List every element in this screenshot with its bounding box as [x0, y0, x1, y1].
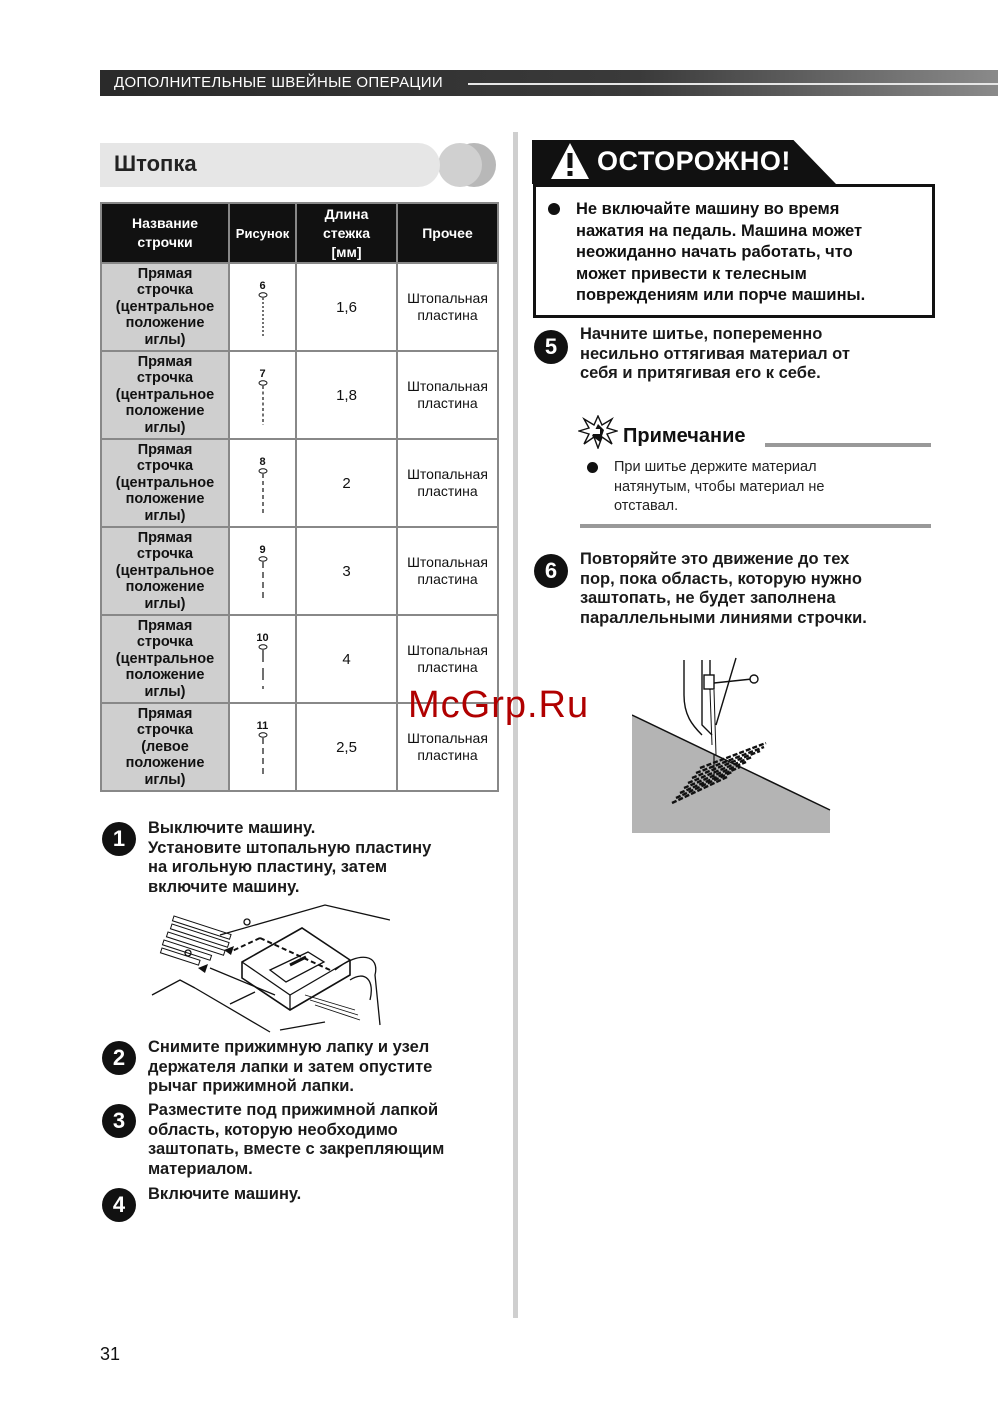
stitch-name-line: положение [125, 315, 205, 332]
stitch-name-line: положение [125, 491, 205, 508]
stitch-pattern-cell [229, 703, 296, 791]
table-row [101, 263, 498, 351]
stitch-other-line: пластина [417, 747, 478, 763]
stitch-pattern-cell [229, 615, 296, 703]
header-name [101, 203, 229, 263]
stitch-name-line: Прямая [137, 441, 193, 458]
step-line: заштопать, не будет заполнена [580, 589, 836, 607]
stitch-length-cell: 1,6 [296, 263, 397, 351]
note-bullet [587, 462, 598, 473]
stitch-pattern-cell [229, 351, 296, 439]
stitch-name-cell [101, 439, 229, 527]
stitch-name-line: положение [125, 755, 205, 772]
section-title: Штопка [114, 151, 197, 176]
stitch-other-line: Штопальная [407, 554, 488, 570]
stitch-name-cell [101, 351, 229, 439]
stitch-other-line: Штопальная [407, 466, 488, 482]
stitch-pattern [256, 633, 270, 690]
stitch-other-line: Штопальная [407, 378, 488, 394]
stitch-other-cell [397, 527, 498, 615]
stitch-pattern-number: 8 [259, 456, 266, 468]
title-decoration [438, 143, 482, 187]
header-pattern-label: Рисунок [235, 225, 290, 241]
stitch-name-cell [101, 263, 229, 351]
step-line: Разместите под прижимной лапкой [148, 1101, 439, 1119]
stitch-name-line: строчка [136, 282, 194, 299]
darning-plate-illustration [150, 900, 390, 1035]
step-2-text [148, 1038, 498, 1097]
stitch-name-cell [101, 527, 229, 615]
step-line: материалом. [148, 1159, 253, 1178]
stitch-name-line: Прямая [137, 265, 193, 282]
stitch-length-cell: 2,5 [296, 703, 397, 791]
stitch-name-line: строчка [136, 546, 194, 563]
stitch-name-cell [101, 703, 229, 791]
stitch-glyph-icon [256, 468, 270, 514]
stitch-name-line: (левое [141, 738, 189, 755]
stitch-name-line: положение [125, 667, 205, 684]
step-line: Снимите прижимную лапку и узел [148, 1038, 430, 1056]
step-line: держателя лапки и затем опустите [148, 1057, 433, 1076]
stitch-other-line: пластина [417, 395, 478, 411]
header-other-label: Прочее [422, 224, 473, 241]
header-length-line: стежка [323, 224, 370, 241]
step-number-3: 3 [102, 1104, 136, 1138]
header-other [397, 203, 498, 263]
header-length-line: [мм] [331, 243, 362, 260]
stitch-name-line: иглы) [144, 595, 186, 612]
stitch-name-line: строчка [136, 458, 194, 475]
stitch-pattern-number: 7 [259, 368, 266, 380]
stitch-other-line: Штопальная [407, 290, 488, 306]
stitch-name-cell [101, 615, 229, 703]
step-number-6: 6 [534, 554, 568, 588]
step-3-text [148, 1101, 498, 1179]
stitch-name-line: (центральное [115, 474, 215, 491]
stitch-pattern [256, 545, 270, 602]
header-name-line: Название [131, 215, 199, 231]
stitch-name-line: (центральное [115, 298, 215, 315]
stitch-length-cell: 2 [296, 439, 397, 527]
stitch-name-line: иглы) [144, 507, 186, 524]
stitch-glyph-icon [256, 292, 270, 338]
stitch-other-line: Штопальная [407, 730, 488, 746]
page-number: 31 [100, 1344, 121, 1364]
stitch-name-line: положение [125, 403, 205, 420]
stitch-other-line: пластина [417, 659, 478, 675]
stitch-name-line: иглы) [144, 771, 186, 788]
stitch-pattern-number: 9 [259, 544, 266, 556]
step-number-5: 5 [534, 330, 568, 364]
step-line: заштопать, вместе с закрепляющим [148, 1140, 445, 1158]
caution-title: ОСТОРОЖНО! [597, 146, 791, 176]
stitch-glyph-icon [256, 380, 270, 426]
step-5-text [580, 325, 930, 384]
note-line: отставал. [614, 498, 679, 514]
stitch-pattern-cell [229, 263, 296, 351]
table-row [101, 351, 498, 439]
caution-line: повреждениям или порче машины. [576, 286, 866, 304]
stitch-glyph-icon [256, 644, 270, 690]
caution-line: может привести к телесным [576, 264, 807, 283]
stitch-other-cell [397, 439, 498, 527]
darning-illustration [632, 655, 832, 833]
stitch-pattern-number: 10 [256, 632, 269, 644]
stitch-pattern [256, 369, 270, 426]
note-title: Примечание [623, 425, 746, 447]
step-line: Начните шитье, попеременно [580, 325, 823, 343]
stitch-name-line: Прямая [137, 529, 193, 546]
step-line: Выключите машину. [148, 819, 316, 837]
stitch-name-line: (центральное [115, 650, 215, 667]
chapter-header: ДОПОЛНИТЕЛЬНЫЕ ШВЕЙНЫЕ ОПЕРАЦИИ [114, 74, 443, 91]
caution-line: неожиданно начать работать, что [576, 243, 853, 261]
warning-triangle-icon [549, 141, 591, 181]
step-line: параллельными линиями строчки. [580, 608, 867, 627]
step-line: Повторяйте это движение до тех [580, 550, 850, 568]
stitch-pattern-cell [229, 439, 296, 527]
step-line: Установите штопальную пластину [148, 838, 432, 857]
stitch-name-line: Прямая [137, 353, 193, 370]
note-rule-bottom [580, 524, 931, 528]
stitch-name-line: строчка [136, 722, 194, 739]
stitch-length-cell: 3 [296, 527, 397, 615]
stitch-other-line: пластина [417, 571, 478, 587]
stitch-pattern-cell [229, 527, 296, 615]
step-line: несильно оттягивая материал от [580, 344, 850, 363]
table-header-row [101, 203, 498, 263]
caution-line: Не включайте машину во время [576, 200, 840, 218]
caution-line: нажатия на педаль. Машина может [576, 221, 863, 240]
step-1-text [148, 819, 498, 897]
note-text [614, 458, 914, 517]
stitch-pattern-number: 6 [259, 280, 266, 292]
stitch-other-cell [397, 263, 498, 351]
caution-bullet [548, 203, 560, 215]
caution-text [576, 199, 921, 307]
step-6-text [580, 550, 930, 628]
stitch-name-line: положение [125, 579, 205, 596]
stitch-other-line: пластина [417, 307, 478, 323]
stitch-length-cell: 1,8 [296, 351, 397, 439]
stitch-pattern [256, 721, 270, 778]
stitch-name-line: строчка [136, 634, 194, 651]
stitch-pattern [256, 281, 270, 338]
step-4-text [148, 1185, 498, 1205]
stitch-name-line: иглы) [144, 331, 186, 348]
stitch-name-line: (центральное [115, 386, 215, 403]
step-number-2: 2 [102, 1041, 136, 1075]
step-line: включите машину. [148, 877, 300, 896]
note-icon [578, 415, 618, 449]
stitch-glyph-icon [256, 732, 270, 778]
table-row [101, 439, 498, 527]
stitch-name-line: Прямая [137, 705, 193, 722]
step-line: рычаг прижимной лапки. [148, 1077, 355, 1095]
note-rule-top [765, 443, 931, 447]
header-length-line: Длина [324, 205, 369, 222]
step-line: Включите машину. [148, 1185, 302, 1203]
stitch-other-line: Штопальная [407, 642, 488, 658]
step-number-4: 4 [102, 1188, 136, 1222]
header-length [296, 203, 397, 263]
table-row [101, 527, 498, 615]
stitch-name-line: иглы) [144, 419, 186, 436]
stitch-name-line: строчка [136, 370, 194, 387]
watermark: McGrp.Ru [408, 684, 590, 726]
step-line: пор, пока область, которую нужно [580, 569, 862, 588]
note-line: При шитье держите материал [614, 459, 817, 475]
stitch-name-line: иглы) [144, 683, 186, 700]
step-line: себя и притягивая его к себе. [580, 364, 821, 382]
stitch-pattern-number: 11 [256, 720, 269, 732]
step-line: область, которую необходимо [148, 1120, 398, 1139]
note-line: натянутым, чтобы материал не [614, 478, 825, 495]
stitch-name-line: Прямая [137, 617, 193, 634]
stitch-glyph-icon [256, 556, 270, 602]
stitch-other-line: пластина [417, 483, 478, 499]
stitch-pattern [256, 457, 270, 514]
header-name-line: строчки [137, 234, 193, 250]
header-pattern [229, 203, 296, 263]
stitch-other-cell [397, 351, 498, 439]
stitch-name-line: (центральное [115, 562, 215, 579]
step-number-1: 1 [102, 822, 136, 856]
stitch-length-cell: 4 [296, 615, 397, 703]
header-rule [468, 83, 998, 85]
step-line: на игольную пластину, затем [148, 858, 388, 876]
